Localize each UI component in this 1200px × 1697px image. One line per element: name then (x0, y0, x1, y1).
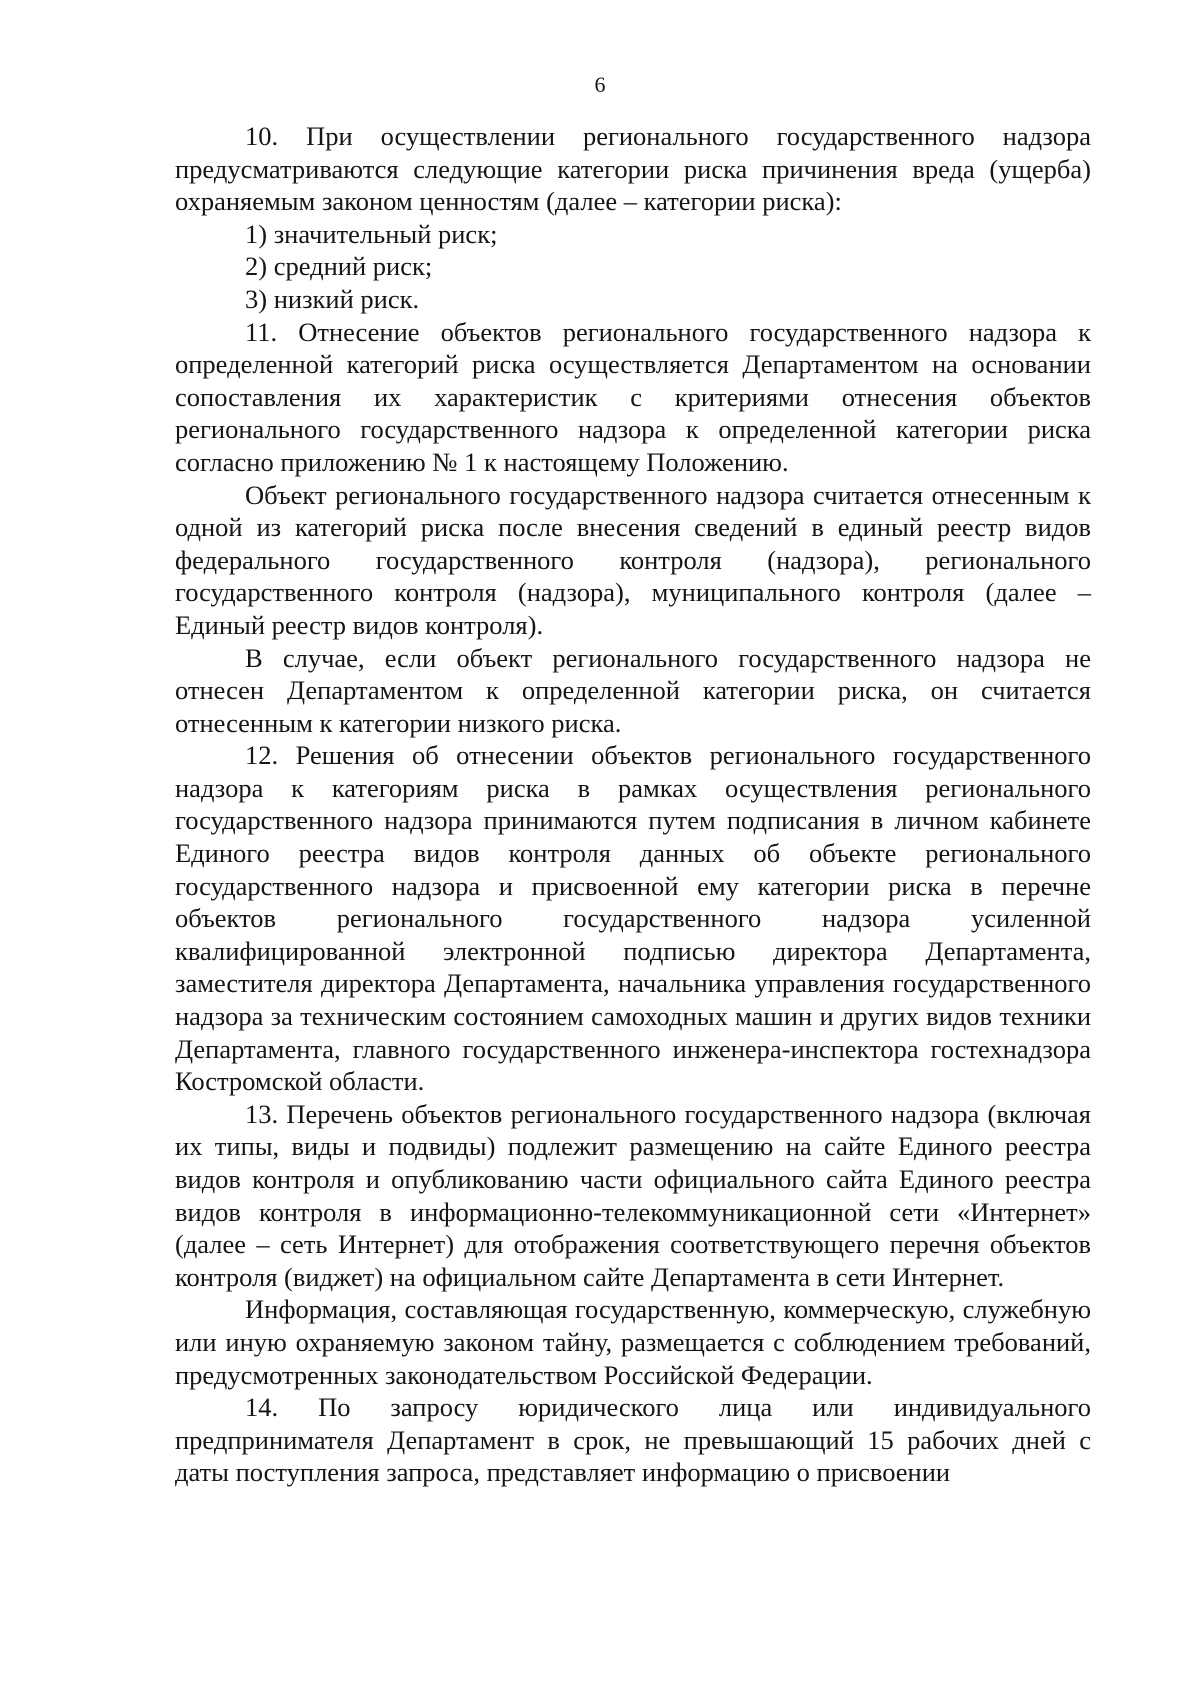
list-item-low-risk: 3) низкий риск. (245, 283, 420, 314)
paragraph-10: 10. При осуществлении регионального государственного надзора предусматриваются следующие категории риска причинения вреда (ущерба) охраняемым законом ценностям (далее – категории риска): (175, 121, 1091, 217)
paragraph-13: 13. Перечень объектов регионального государственного надзора (включая их типы, виды и подвиды) подлежит размещению на сайте Единого реестра видов контроля и опубликованию части официального сайта Единого реестра видов контроля в информационно-телекоммуникационной сети «Интернет» (далее – сеть Интернет) для отображения соответствующего перечня объектов контроля (виджет) на официальном сайте Департамента в сети Интернет. (175, 1098, 1091, 1292)
paragraph-11-object-assignment: Объект регионального государственного надзора считается отнесенным к одной из категорий риска после внесения сведений в единый реестр видов федерального государственного контроля (надзора), регионального государственного контроля (надзора), муниципального контроля (далее – Единый реестр видов контроля). (175, 479, 1091, 640)
paragraph-12: 12. Решения об отнесении объектов регионального государственного надзора к категориям риска в рамках осуществления регионального государственного надзора принимаются путем подписания в личном кабинете Единого реестра видов контроля данных об объекте регионального государственного надзора и присвоенной ему категории риска в перечне объектов регионального государственного надзора усиленной квалифицированной электронной подписью директора Департамента, заместителя директора Департамента, начальника управления государственного надзора за техническим состоянием самоходных машин и других видов техники Департамента, главного государственного инженера-инспектора гостехнадзора Костромской области. (175, 740, 1091, 1097)
page-number: 6 (594, 72, 606, 97)
paragraph-11-default-low-risk: В случае, если объект регионального государственного надзора не отнесен Департаментом к определенной категории риска, он считается отнесенным к категории низкого риска. (175, 642, 1091, 738)
document-body (175, 120, 1091, 1489)
list-item-medium-risk: 2) средний риск; (245, 251, 433, 282)
list-item-significant-risk: 1) значительный риск; (245, 218, 498, 249)
paragraph-13-confidential-info: Информация, составляющая государственную, коммерческую, служебную или иную охраняемую законом тайну, размещается с соблюдением требований, предусмотренных законодательством Российской Федерации. (175, 1294, 1091, 1390)
paragraph-14: 14. По запросу юридического лица или индивидуального предпринимателя Департамент в срок, не превышающий 15 рабочих дней с даты поступления запроса, представляет информацию о присвоении (175, 1392, 1091, 1488)
paragraph-11: 11. Отнесение объектов регионального государственного надзора к определенной категорий риска осуществляется Департаментом на основании сопоставления их характеристик с критериями отнесения объектов регионального государственного надзора к определенной категории риска согласно приложению № 1 к настоящему Положению. (175, 316, 1091, 477)
